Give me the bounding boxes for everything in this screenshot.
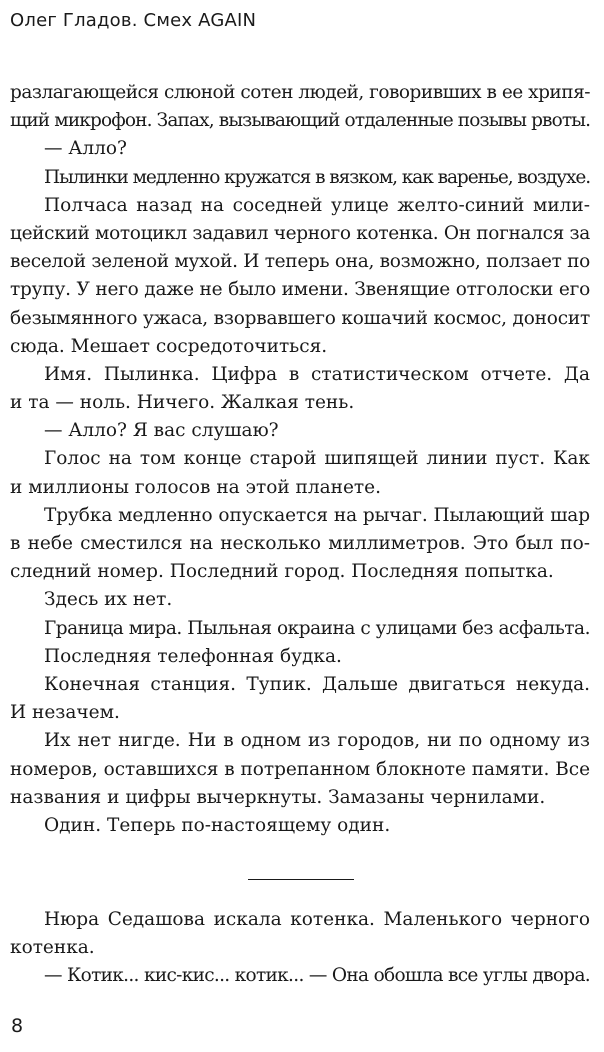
text-line: трупу. У него даже не было имени. Звенящие отголоски его — [10, 279, 590, 301]
text-line: и та — ноль. Ничего. Жалкая тень. — [10, 392, 355, 414]
text-line: Здесь их нет. — [44, 589, 173, 611]
text-line: Трубка медленно опускается на рычаг. Пылающий шар — [44, 504, 590, 526]
text-line: Последняя телефонная будка. — [44, 645, 342, 667]
text-line: Их нет нигде. Ни в одном из городов, ни по одному из — [44, 730, 590, 752]
text-line: Пылинки медленно кружатся в вязком, как варенье, воздухе. — [44, 166, 591, 188]
text-line: Нюра Седашова искала котенка. Маленького черного — [44, 909, 590, 930]
running-header: Олег Гладов. Смех AGAIN — [10, 10, 257, 31]
body-text-section-2 — [10, 906, 590, 991]
text-line: — Алло? — [44, 138, 127, 160]
section-separator — [248, 879, 354, 880]
text-line: в небе сместился на несколько миллиметров. Это был по- — [10, 533, 590, 554]
text-line: щий микрофон. Запах, вызывающий отдаленные позывы рвоты. — [10, 110, 591, 132]
text-line: разлагающейся слюной сотен людей, говоривших в ее хрипя- — [10, 82, 590, 103]
text-line: названия и цифры вычеркнуты. Замазаны чернилами. — [10, 786, 546, 808]
text-line: цейский мотоцикл задавил черного котенка. Он погнался за — [10, 222, 590, 244]
text-line: безымянного ужаса, взорвавшего кошачий космос, доносит — [10, 307, 590, 329]
text-line: Конечная станция. Тупик. Дальше двигаться некуда. — [44, 673, 590, 695]
text-line: Голос на том конце старой шипящей линии пуст. Как — [44, 448, 590, 470]
text-line: И незачем. — [10, 702, 120, 724]
text-line: Имя. Пылинка. Цифра в статистическом отчете. Да — [44, 363, 590, 385]
text-line: и миллионы голосов на этой планете. — [10, 476, 381, 498]
text-line: Один. Теперь по-настоящему один. — [44, 814, 391, 836]
text-line: сюда. Мешает сосредоточиться. — [10, 335, 328, 357]
text-line: веселой зеленой мухой. И теперь она, возможно, ползает по — [10, 251, 590, 273]
text-line: Полчаса назад на соседней улице желто-синий мили- — [44, 194, 590, 216]
page-number: 8 — [11, 1015, 24, 1037]
text-line: Граница мира. Пыльная окраина с улицами без асфальта. — [44, 617, 590, 639]
text-line: следний номер. Последний город. Последняя попытка. — [10, 561, 554, 583]
text-line: — Котик... кис-кис... котик... — Она обошла все углы двора. — [44, 965, 590, 987]
text-line: номеров, оставшихся в потрепанном блокноте памяти. Все — [10, 758, 590, 780]
text-line: — Алло? Я вас слушаю? — [44, 420, 279, 442]
body-text-section-1 — [10, 79, 590, 840]
text-line: котенка. — [10, 937, 95, 959]
